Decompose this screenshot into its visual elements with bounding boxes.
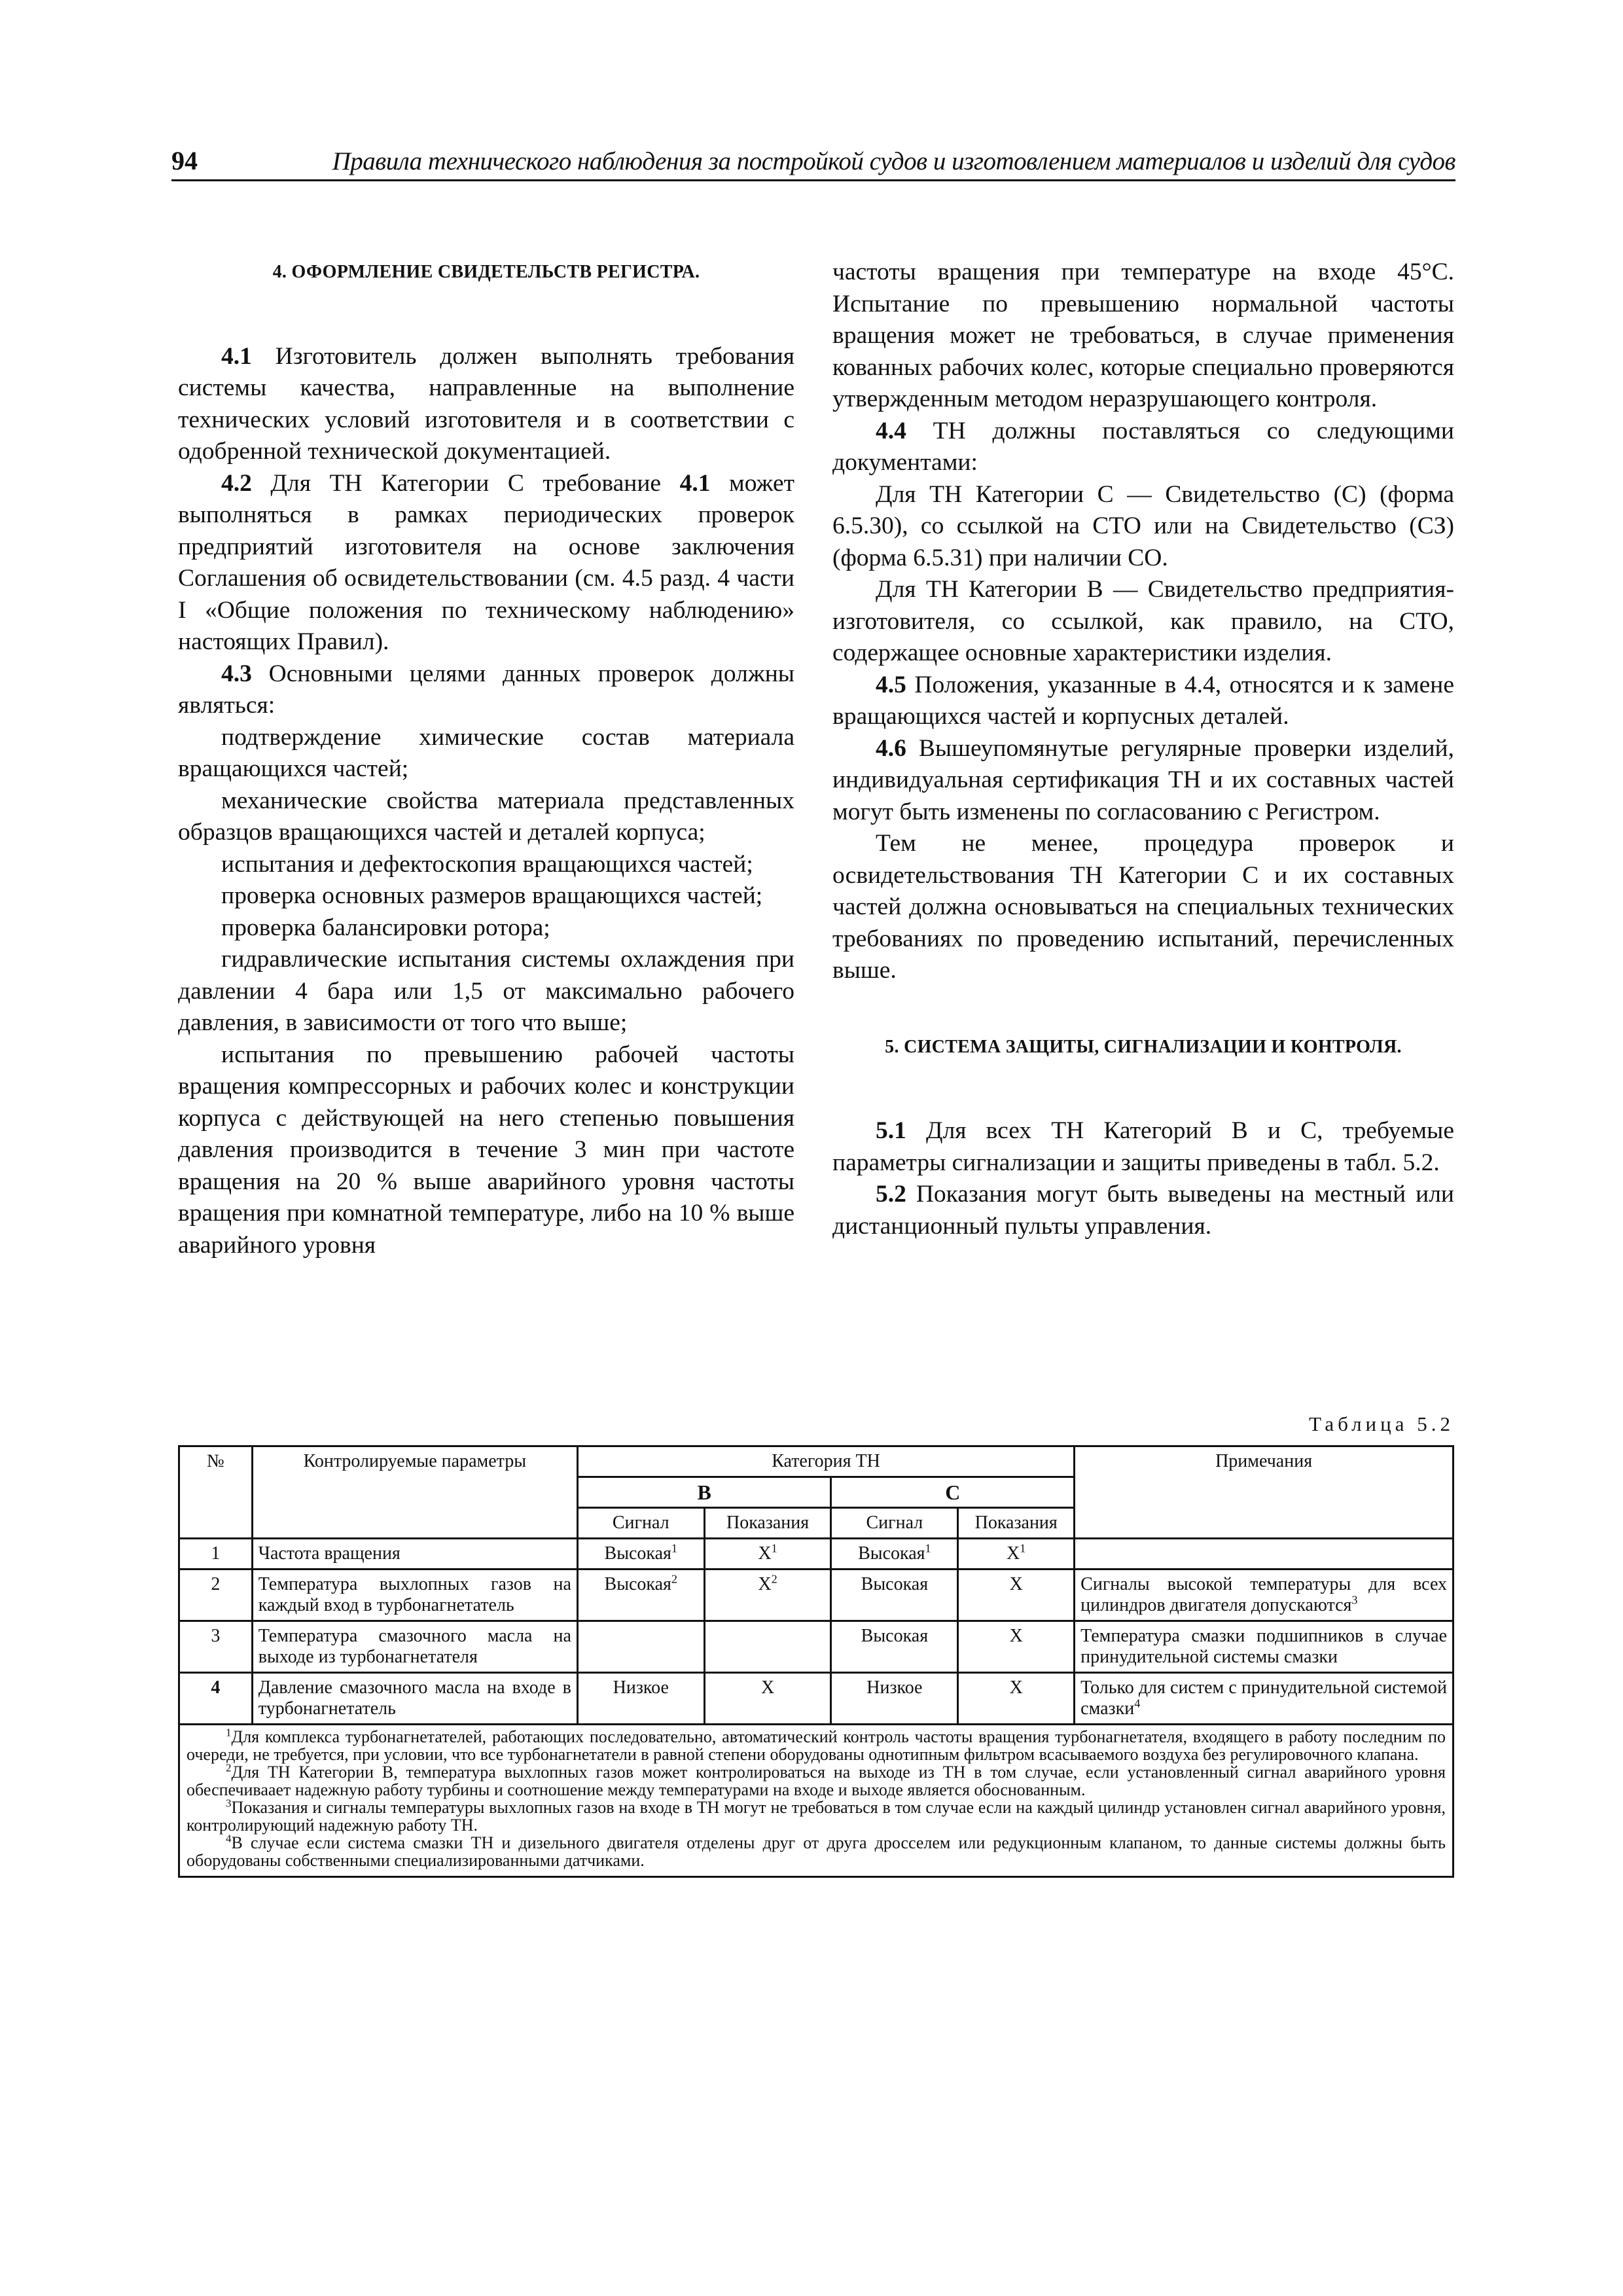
section-5-heading: 5. СИСТЕМА ЗАЩИТЫ, СИГНАЛИЗАЦИИ И КОНТРОЛЯ. — [885, 1036, 1402, 1057]
footnote — [187, 1799, 1446, 1834]
notes-cell — [1075, 1539, 1454, 1570]
cell-value: Низкое — [613, 1677, 669, 1698]
clause-number: 4.2 — [221, 469, 252, 497]
footnote — [187, 1728, 1446, 1763]
c-signal-cell — [831, 1621, 958, 1673]
footnote-mark: 1 — [226, 1726, 232, 1739]
paragraph-text: может выполняться в рамках периодических проверок предприятий изготовителя на основе заключения Соглашения об освидетельствовании (см. 4.5 разд. 4 части I «Общие положения по техническому наблюдению» настоящих Правил). — [178, 469, 794, 655]
b-signal-cell — [577, 1539, 704, 1570]
cell-value: X — [760, 1677, 775, 1698]
clause-number: 5.2 — [876, 1181, 906, 1208]
cell-value: X — [1009, 1626, 1023, 1646]
footnote — [187, 1763, 1446, 1799]
parameters-table — [178, 1445, 1454, 1878]
left-column — [178, 257, 794, 1261]
clause-number: 4.4 — [876, 417, 906, 444]
row-number: 1 — [179, 1539, 253, 1570]
footnote-mark: 3 — [226, 1797, 232, 1810]
cell-value: Температура смазки подшипников в случае принудительной системы смазки — [1080, 1626, 1447, 1667]
paragraph-text: Для всех ТН Категорий В и С, требуемые параметры сигнализации и защиты приведены в табл. 5.2. — [832, 1117, 1454, 1176]
table-row — [179, 1621, 1454, 1673]
cell-value: Высокая — [604, 1543, 671, 1564]
cell-value: X — [1007, 1543, 1020, 1564]
paragraph-text: Вышеупомянутые регулярные проверки изделий, индивидуальная сертификация ТН и их составных частей могут быть изменены по согласованию с Регистром. — [832, 734, 1454, 825]
b-reading-cell — [704, 1539, 831, 1570]
c-signal-cell — [831, 1673, 958, 1725]
subheader-signal: Сигнал — [577, 1508, 704, 1539]
list-item: проверка балансировки ротора; — [221, 914, 550, 941]
footnotes-row — [179, 1725, 1454, 1877]
paragraph-4-1 — [178, 341, 794, 468]
notes-cell — [1075, 1673, 1454, 1725]
subheader-signal: Сигнал — [831, 1508, 958, 1539]
paragraph-text: Показания могут быть выведены на местный или дистанционный пульты управления. — [832, 1181, 1454, 1240]
row-number: 3 — [179, 1621, 253, 1673]
paragraph-text: Основными целями данных проверок должны являться: — [178, 660, 794, 719]
footnote-text: В случае если система смазки ТН и дизельного двигателя отделены друг от друга дросселем или редукционным клапаном, то данные системы должны быть оборудованы собственными специализированными датчиками. — [187, 1833, 1446, 1870]
b-reading-cell — [704, 1621, 831, 1673]
b-reading-cell — [704, 1570, 831, 1621]
column-header-number: № — [179, 1446, 253, 1539]
clause-number: 5.1 — [876, 1117, 906, 1144]
list-item: подтверждение химические состав материала вращающихся частей; — [178, 723, 794, 782]
list-item: механические свойства материала представленных образцов вращающихся частей и деталей корпуса; — [178, 787, 794, 846]
paragraph-4-6 — [832, 733, 1454, 829]
footnote-mark: 2 — [771, 1572, 777, 1586]
clause-number: 4.6 — [876, 734, 906, 762]
continuation-text: частоты вращения при температуре на входе 45°С. Испытание по превышению нормальной частоты вращения может не требоваться, в случае применения кованных рабочих колес, которые специально проверяются утвержденным методом неразрушающего контроля. — [832, 259, 1454, 412]
paragraph-text: Положения, указанные в 4.4, относятся и к замене вращающихся частей и корпусных деталей. — [832, 671, 1454, 730]
column-header-category: Категория ТН — [577, 1446, 1074, 1477]
notes-cell — [1075, 1570, 1454, 1621]
c-reading-cell — [958, 1621, 1075, 1673]
paragraph-4-2 — [178, 468, 794, 658]
parameter-cell: Температура смазочного масла на выходе из турбонагнетателя — [252, 1621, 577, 1673]
clause-number: 4.1 — [221, 342, 252, 370]
c-reading-cell — [958, 1539, 1075, 1570]
footnote-text: Для ТН Категории В, температура выхлопных газов может контролироваться на выходе из ТН в том случае, если установленный сигнал аварийного уровня обеспечиваает надежную работу турбины и соотношение между температурами на входе и выходе является обоснованным. — [187, 1763, 1446, 1799]
table-header-row — [179, 1446, 1454, 1477]
row-number: 4 — [179, 1673, 253, 1725]
footnote-mark: 3 — [1351, 1593, 1358, 1607]
clause-reference: 4.1 — [679, 469, 711, 497]
parameter-cell: Температура выхлопных газов на каждый вход в турбонагнетатель — [252, 1570, 577, 1621]
footnote-mark: 1 — [925, 1541, 931, 1555]
cell-value: Высокая — [861, 1574, 929, 1594]
table-caption: Таблица 5.2 — [1309, 1412, 1454, 1435]
paragraph-4-4-category-b: Для ТН Категории В — Свидетельство предприятия-изготовителя, со ссылкой, как правило, на СТО, содержащее основные характеристики изделия. — [832, 576, 1454, 666]
cell-value: Низкое — [866, 1677, 923, 1698]
cell-value: X — [1009, 1574, 1023, 1594]
column-header-notes: Примечания — [1075, 1446, 1454, 1539]
paragraph-text: Изготовитель должен выполнять требования системы качества, направленные на выполнение технических условий изготовителя и в соответствии с одобренной технической документацией. — [178, 342, 794, 465]
cell-value: Высокая — [861, 1626, 929, 1646]
cell-value: Только для систем с принудительной системой смазки — [1080, 1677, 1447, 1719]
paragraph-4-4-category-c: Для ТН Категории С — Свидетельство (С) (форма 6.5.30), со ссылкой на СТО или на Свидетельство (СЗ) (форма 6.5.31) при наличии СО. — [832, 480, 1454, 571]
paragraph-4-5 — [832, 670, 1454, 733]
cell-value: Высокая — [858, 1543, 925, 1564]
running-title: Правила технического наблюдения за постройкой судов и изготовлением материалов и изделий для судов — [332, 147, 1455, 175]
column-header-parameters: Контролируемые параметры — [252, 1446, 577, 1539]
page-number: 94 — [171, 146, 198, 175]
paragraph-5-1 — [832, 1115, 1454, 1179]
paragraph-text: Для ТН Категории С требование — [251, 469, 680, 497]
footnote-text: Показания и сигналы температуры выхлопных газов на входе в ТН могут не требоваться в том случае если на каждый цилиндр установлен сигнал аварийного уровня, контролирующий надежную работу ТН. — [187, 1798, 1446, 1835]
footnotes-cell — [179, 1725, 1454, 1877]
clause-number: 4.3 — [221, 660, 252, 687]
c-signal-cell — [831, 1539, 958, 1570]
footnote-text: Для комплекса турбонагнетателей, работающих последовательно, автоматический контроль частоты вращения турбонагнетателя, входящего в работу последним по очереди, не требуется, при условии, что все турбонагнетатели в равной степени оборудованы однотипным фильтром всасываемого воздуха без регулировочного клапана. — [187, 1727, 1446, 1764]
footnote-mark: 4 — [226, 1832, 232, 1845]
notes-cell — [1075, 1621, 1454, 1673]
cell-value: X — [758, 1574, 772, 1594]
parameter-cell: Давление смазочного масла на входе в турбонагнетатель — [252, 1673, 577, 1725]
paragraph-text: ТН должны поставляться со следующими документами: — [832, 417, 1454, 476]
list-item: испытания по превышению рабочей частоты вращения компрессорных и рабочих колес и конструкции корпуса с действующей на него степенью повышения давления производится в течение 3 мин при частоте вращения на 20 % выше аварийного уровня частоты вращения при комнатной температуре, либо на 10 % выше аварийного уровня — [178, 1041, 794, 1259]
list-item: гидравлические испытания системы охлаждения при давлении 4 бара или 1,5 от максимально рабочего давления, в зависимости от того что выше; — [178, 946, 794, 1036]
section-4-heading: 4. ОФОРМЛЕНИЕ СВИДЕТЕЛЬСТВ РЕГИСТРА. — [272, 262, 700, 282]
footnote-mark: 4 — [1134, 1696, 1141, 1710]
clause-number: 4.5 — [876, 671, 906, 698]
page-header — [171, 145, 1455, 181]
paragraph-5-2 — [832, 1179, 1454, 1242]
c-signal-cell — [831, 1570, 958, 1621]
cell-value: X — [758, 1543, 772, 1564]
b-signal-cell — [577, 1621, 704, 1673]
category-c-header: С — [831, 1477, 1075, 1508]
c-reading-cell — [958, 1570, 1075, 1621]
footnote-mark: 1 — [771, 1541, 777, 1555]
cell-value: Сигналы высокой температуры для всех цилиндров двигателя допускаются — [1080, 1574, 1447, 1615]
footnote-mark: 2 — [671, 1572, 678, 1586]
parameter-cell: Частота вращения — [252, 1539, 577, 1570]
footnote-mark: 1 — [671, 1541, 678, 1555]
b-signal-cell — [577, 1570, 704, 1621]
footnote-mark: 2 — [226, 1761, 232, 1774]
footnote-mark: 1 — [1020, 1541, 1026, 1555]
c-reading-cell — [958, 1673, 1075, 1725]
paragraph-4-4 — [832, 416, 1454, 479]
list-item: проверка основных размеров вращающихся частей; — [221, 882, 763, 909]
paragraph-4-3 — [178, 658, 794, 722]
table-row — [179, 1673, 1454, 1725]
subheader-reading: Показания — [958, 1508, 1075, 1539]
category-b-header: В — [577, 1477, 831, 1508]
paragraph-4-6-continuation: Тем не менее, процедура проверок и освидетельствования ТН Категории С и их составных частей должна основываться на специальных технических требованиях по проведению испытаний, перечисленных выше. — [832, 830, 1454, 984]
table-row — [179, 1539, 1454, 1570]
b-reading-cell — [704, 1673, 831, 1725]
list-item: испытания и дефектоскопия вращающихся частей; — [221, 850, 753, 878]
cell-value: X — [1009, 1677, 1023, 1698]
b-signal-cell — [577, 1673, 704, 1725]
right-column — [832, 257, 1454, 1242]
row-number: 2 — [179, 1570, 253, 1621]
footnote — [187, 1834, 1446, 1869]
subheader-reading: Показания — [704, 1508, 831, 1539]
table-row — [179, 1570, 1454, 1621]
cell-value: Высокая — [604, 1574, 671, 1594]
